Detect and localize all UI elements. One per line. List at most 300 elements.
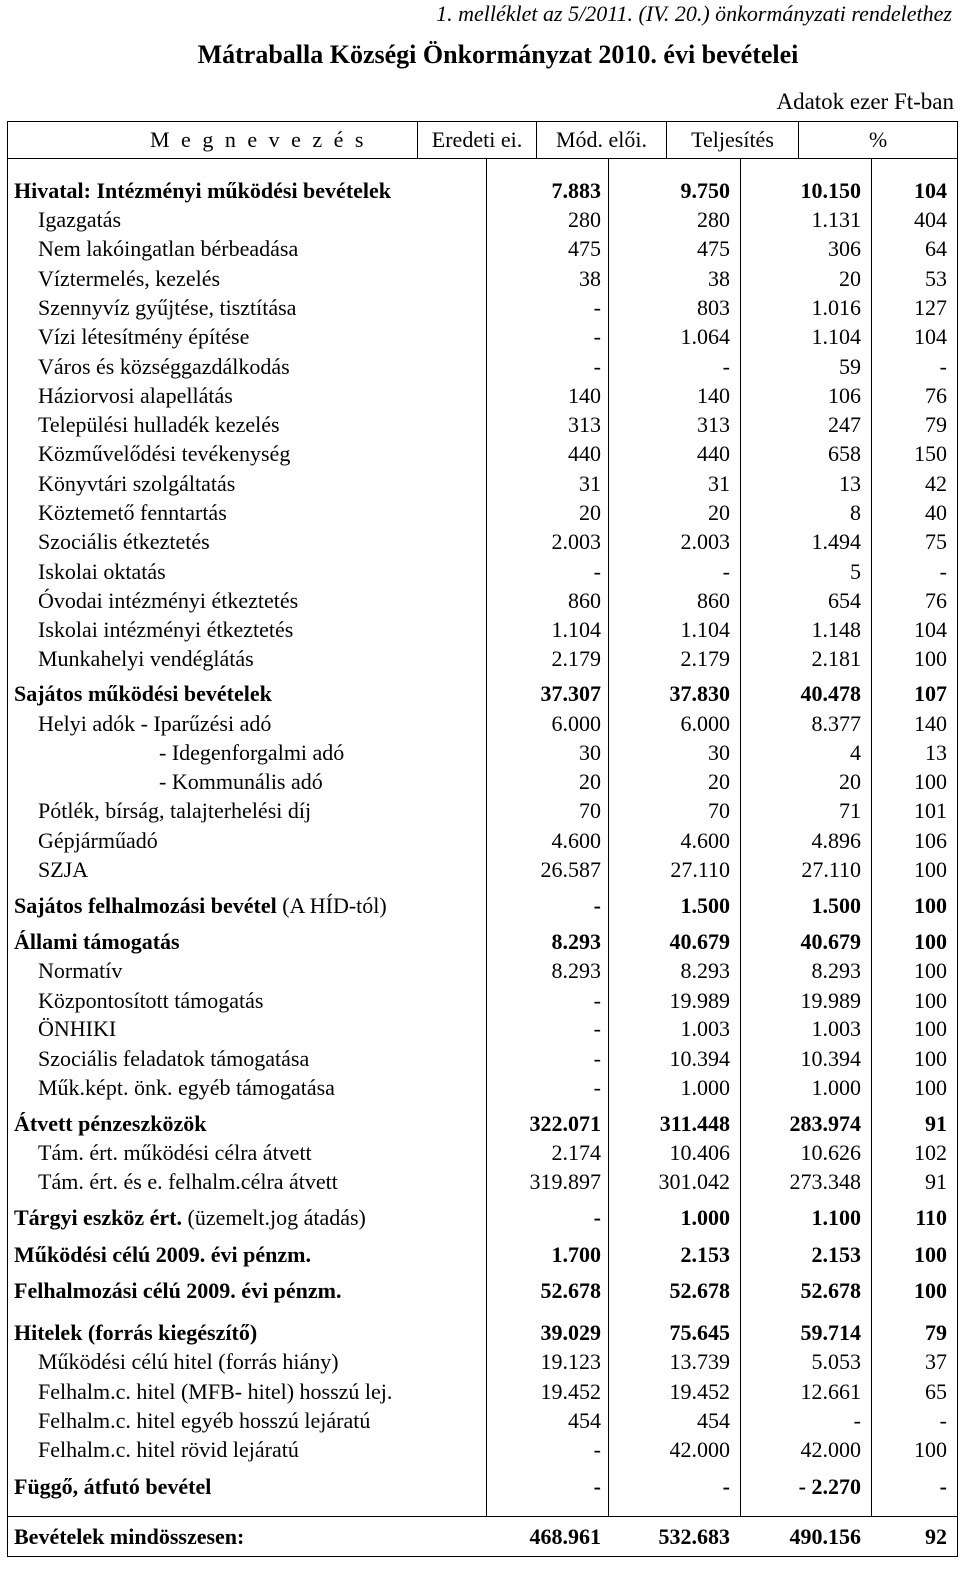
table-row [7, 293, 958, 322]
row-modified: 40.679 [669, 929, 730, 954]
row-percent: 53 [925, 266, 947, 291]
row-label-suffix: (üzemelt.jog átadás) [182, 1205, 366, 1230]
row-performance: 13 [839, 471, 861, 496]
row-performance: 5.053 [811, 1349, 861, 1374]
row-performance: 1.104 [811, 324, 861, 349]
row-performance: 40.478 [800, 681, 861, 706]
row-percent: 76 [925, 383, 947, 408]
row-label-text: Könyvtári szolgáltatás [38, 471, 236, 496]
row-modified: 37.830 [669, 681, 730, 706]
row-percent: 100 [914, 769, 947, 794]
row-label-text: Szennyvíz gyűjtése, tisztítása [38, 295, 297, 320]
row-label [38, 855, 88, 884]
row-percent: 104 [914, 324, 947, 349]
row-percent: 100 [914, 1075, 947, 1100]
annex-reference: 1. melléklet az 5/2011. (IV. 20.) önkormányzati rendelethez [436, 1, 952, 26]
table-row [7, 826, 958, 855]
row-modified: 70 [708, 798, 730, 823]
row-modified: 1.104 [680, 617, 730, 642]
row-performance: 273.348 [789, 1169, 861, 1194]
table-row [7, 644, 958, 673]
row-performance: 20 [839, 769, 861, 794]
row-performance: 1.494 [811, 529, 861, 554]
row-modified: 1.000 [680, 1205, 730, 1230]
row-label-text: Sajátos felhalmozási bevétel [14, 893, 277, 918]
row-percent: 79 [925, 1320, 947, 1345]
row-performance: 283.974 [789, 1111, 861, 1136]
row-label [38, 956, 122, 985]
row-label [38, 469, 235, 498]
row-performance: 1.131 [811, 207, 861, 232]
row-performance: 8.293 [811, 958, 861, 983]
row-percent: 100 [914, 988, 947, 1013]
row-modified: 9.750 [680, 178, 730, 203]
row-original: 8.293 [551, 958, 601, 983]
row-modified: 10.406 [669, 1140, 730, 1165]
row-percent: 100 [914, 893, 947, 918]
table-row [7, 557, 958, 586]
table-row [7, 176, 958, 205]
table-row [7, 1240, 958, 1269]
row-label [14, 1109, 206, 1138]
row-label [38, 439, 290, 468]
row-label [14, 891, 387, 920]
total-row [7, 1516, 958, 1556]
row-modified: 2.003 [680, 529, 730, 554]
row-performance: 306 [828, 236, 861, 261]
row-label-text: Nem lakóingatlan bérbeadása [38, 236, 299, 261]
row-label-text: Felhalm.c. hitel (MFB- hitel) hosszú lej. [38, 1379, 393, 1404]
table-row [7, 498, 958, 527]
row-modified: 440 [697, 441, 730, 466]
row-original: 140 [568, 383, 601, 408]
row-performance: 1.148 [811, 617, 861, 642]
row-original: 7.883 [551, 178, 601, 203]
row-modified: 20 [708, 769, 730, 794]
row-percent: 107 [914, 681, 947, 706]
row-original: 1.104 [551, 617, 601, 642]
table-header [7, 121, 958, 159]
row-modified: 454 [697, 1408, 730, 1433]
row-label [159, 767, 323, 796]
row-label [38, 1044, 309, 1073]
row-label [38, 293, 296, 322]
row-label-text: Tám. ért. és e. felhalm.célra átvett [38, 1169, 338, 1194]
row-label-text: Működési célú 2009. évi pénzm. [14, 1242, 311, 1267]
row-modified: 4.600 [680, 828, 730, 853]
row-performance: 20 [839, 266, 861, 291]
row-modified: - [722, 354, 730, 379]
row-label-text: Óvodai intézményi étkeztetés [38, 588, 299, 613]
row-original: 319.897 [529, 1169, 601, 1194]
table-row [7, 1472, 958, 1501]
table-row [7, 986, 958, 1015]
row-percent: 40 [925, 500, 947, 525]
row-label-text: Iskolai intézményi étkeztetés [38, 617, 294, 642]
row-original: 19.452 [540, 1379, 601, 1404]
row-modified: 280 [697, 207, 730, 232]
row-percent: 100 [914, 1046, 947, 1071]
header-modified: Mód. elői. [537, 122, 667, 159]
row-original: 39.029 [540, 1320, 601, 1345]
row-modified: 13.739 [669, 1349, 730, 1374]
row-label-text: Műk.képt. önk. egyéb támogatása [38, 1075, 335, 1100]
table-row [7, 1318, 958, 1347]
row-original: - [593, 559, 601, 584]
table-row [7, 469, 958, 498]
row-percent: 104 [914, 178, 947, 203]
row-label-text: Munkahelyi vendéglátás [38, 646, 254, 671]
table-row [7, 586, 958, 615]
table-row [7, 410, 958, 439]
row-original: 38 [579, 266, 601, 291]
table-row [7, 709, 958, 738]
row-label-text: Felhalm.c. hitel rövid lejáratú [38, 1437, 299, 1462]
row-original: - [593, 988, 601, 1013]
row-percent: 100 [914, 929, 947, 954]
row-modified: 42.000 [669, 1437, 730, 1462]
row-label [38, 498, 227, 527]
row-label-text: Működési célú hitel (forrás hiány) [38, 1349, 339, 1374]
row-performance: 1.000 [811, 1075, 861, 1100]
table-row [7, 1347, 958, 1376]
row-label-text: Gépjárműadó [38, 828, 158, 853]
row-original: 454 [568, 1408, 601, 1433]
row-label [38, 709, 271, 738]
row-performance: 2.153 [811, 1242, 861, 1267]
row-original: - [593, 1437, 601, 1462]
row-modified: 860 [697, 588, 730, 613]
row-label [38, 1406, 370, 1435]
row-performance: 1.016 [811, 295, 861, 320]
header-name: M e g n e v e z é s [8, 122, 418, 159]
table-row [7, 1014, 958, 1043]
row-label [38, 1377, 392, 1406]
row-percent: 100 [914, 1437, 947, 1462]
row-original: 860 [568, 588, 601, 613]
row-label [14, 176, 391, 205]
row-percent: 101 [914, 798, 947, 823]
row-label [38, 322, 249, 351]
row-label-text: Tárgyi eszköz ért. [14, 1205, 182, 1230]
row-percent: - [939, 1474, 947, 1499]
row-original: 2.174 [551, 1140, 601, 1165]
row-label-text: Igazgatás [38, 207, 122, 232]
row-modified: 31 [708, 471, 730, 496]
row-percent: 91 [925, 1169, 947, 1194]
row-performance: 2.181 [811, 646, 861, 671]
row-percent: 100 [914, 857, 947, 882]
row-modified: 1.000 [680, 1075, 730, 1100]
row-label [38, 615, 293, 644]
row-original: 6.000 [551, 711, 601, 736]
row-original: 2.003 [551, 529, 601, 554]
table-row [7, 1406, 958, 1435]
row-percent: - [939, 1408, 947, 1433]
row-percent: 100 [914, 1016, 947, 1041]
row-modified: 19.989 [669, 988, 730, 1013]
total-percent: 92 [925, 1524, 947, 1549]
header-performance: Teljesítés [667, 122, 799, 159]
row-original: 440 [568, 441, 601, 466]
row-label [14, 927, 180, 956]
row-modified: 38 [708, 266, 730, 291]
row-percent: 404 [914, 207, 947, 232]
row-label [38, 1347, 339, 1376]
row-percent: 104 [914, 617, 947, 642]
row-performance: 4.896 [811, 828, 861, 853]
row-percent: 100 [914, 958, 947, 983]
table-row [7, 1109, 958, 1138]
row-original: - [593, 1474, 601, 1499]
row-performance: 19.989 [800, 988, 861, 1013]
table-row [7, 1138, 958, 1167]
row-modified: 475 [697, 236, 730, 261]
row-performance: 247 [828, 412, 861, 437]
row-performance: 12.661 [800, 1379, 861, 1404]
row-label-text: Közművelődési tevékenység [38, 441, 291, 466]
row-label-text: Hitelek (forrás kiegészítő) [14, 1320, 258, 1345]
row-modified: 75.645 [669, 1320, 730, 1345]
row-label-text: Város és községgazdálkodás [38, 354, 290, 379]
table-row [7, 615, 958, 644]
row-label-text: Vízi létesítmény építése [38, 324, 250, 349]
row-label-text: Átvett pénzeszközök [14, 1111, 207, 1136]
table-row [7, 767, 958, 796]
row-label-text: Központosított támogatás [38, 988, 264, 1013]
row-label [38, 234, 298, 263]
table-row [7, 927, 958, 956]
row-label [14, 679, 272, 708]
row-label [38, 986, 263, 1015]
row-percent: 106 [914, 828, 947, 853]
table-row [7, 1435, 958, 1464]
total-modified: 532.683 [658, 1524, 730, 1549]
row-label [159, 738, 344, 767]
row-modified: 6.000 [680, 711, 730, 736]
row-original: 31 [579, 471, 601, 496]
row-label-text: Állami támogatás [14, 929, 180, 954]
row-label [38, 1167, 338, 1196]
row-original: - [593, 893, 601, 918]
row-label-text: Szociális étkeztetés [38, 529, 210, 554]
row-performance: 1.500 [811, 893, 861, 918]
table-row [7, 956, 958, 985]
row-label-text: - Idegenforgalmi adó [159, 740, 345, 765]
row-original: 8.293 [551, 929, 601, 954]
row-modified: 311.448 [659, 1111, 730, 1136]
row-label-text: - Kommunális adó [159, 769, 323, 794]
row-performance: 10.394 [800, 1046, 861, 1071]
row-performance: 658 [828, 441, 861, 466]
row-performance: 8 [850, 500, 861, 525]
row-modified: 2.153 [680, 1242, 730, 1267]
row-percent: 65 [925, 1379, 947, 1404]
header-original: Eredeti ei. [418, 122, 537, 159]
row-modified: 803 [697, 295, 730, 320]
table-row [7, 679, 958, 708]
row-percent: 127 [914, 295, 947, 320]
row-original: 26.587 [540, 857, 601, 882]
units-note: Adatok ezer Ft-ban [776, 89, 954, 114]
header-percent: % [799, 122, 958, 159]
row-label [14, 1276, 342, 1305]
row-label [38, 352, 290, 381]
table-row [7, 234, 958, 263]
row-original: 30 [579, 740, 601, 765]
row-original: 2.179 [551, 646, 601, 671]
total-original: 468.961 [529, 1524, 601, 1549]
row-percent: 110 [915, 1205, 947, 1230]
row-label [38, 557, 166, 586]
row-original: 280 [568, 207, 601, 232]
row-original: 322.071 [529, 1111, 601, 1136]
row-performance: 59.714 [800, 1320, 861, 1345]
row-performance: 40.679 [800, 929, 861, 954]
row-performance: 71 [839, 798, 861, 823]
row-label-suffix: (A HÍD-tól) [276, 893, 387, 918]
row-label-text: Normatív [38, 958, 123, 983]
row-percent: 150 [914, 441, 947, 466]
row-modified: 8.293 [680, 958, 730, 983]
row-modified: 140 [697, 383, 730, 408]
row-percent: 42 [925, 471, 947, 496]
row-performance: 52.678 [800, 1278, 861, 1303]
row-original: - [593, 324, 601, 349]
row-original: 70 [579, 798, 601, 823]
row-label-text: Települési hulladék kezelés [38, 412, 280, 437]
row-label-text: Háziorvosi alapellátás [38, 383, 233, 408]
total-label: Bevételek mindösszesen: [14, 1524, 245, 1549]
row-modified: 1.500 [680, 893, 730, 918]
row-performance: 42.000 [800, 1437, 861, 1462]
row-performance: 5 [850, 559, 861, 584]
row-percent: 100 [914, 1278, 947, 1303]
row-label [38, 264, 220, 293]
row-performance: 1.100 [811, 1205, 861, 1230]
row-label [14, 1472, 211, 1501]
row-original: 20 [579, 769, 601, 794]
row-percent: - [939, 559, 947, 584]
row-modified: - [722, 559, 730, 584]
row-percent: 79 [925, 412, 947, 437]
table-row [7, 264, 958, 293]
table-row [7, 738, 958, 767]
row-performance: 10.150 [800, 178, 861, 203]
table-row [7, 322, 958, 351]
row-modified: 52.678 [669, 1278, 730, 1303]
row-label [38, 1014, 116, 1043]
row-percent: 140 [914, 711, 947, 736]
table-row [7, 1203, 958, 1232]
row-label [38, 1073, 335, 1102]
row-label [14, 1203, 366, 1232]
row-label-text: Hivatal: Intézményi működési bevételek [14, 178, 392, 203]
row-performance: 106 [828, 383, 861, 408]
row-modified: 20 [708, 500, 730, 525]
table-row [7, 796, 958, 825]
row-label [38, 1435, 299, 1464]
row-original: - [593, 1046, 601, 1071]
row-percent: 76 [925, 588, 947, 613]
row-performance: 8.377 [811, 711, 861, 736]
row-original: - [593, 354, 601, 379]
row-percent: 91 [925, 1111, 947, 1136]
row-performance: 1.003 [811, 1016, 861, 1041]
row-label-text: Szociális feladatok támogatása [38, 1046, 310, 1071]
row-original: 313 [568, 412, 601, 437]
row-original: - [593, 1016, 601, 1041]
row-percent: 100 [914, 1242, 947, 1267]
row-label-text: ÖNHIKI [38, 1016, 117, 1041]
table-row [7, 1073, 958, 1102]
table-row [7, 527, 958, 556]
row-label-text: Helyi adók - Iparűzési adó [38, 711, 272, 736]
row-original: - [593, 295, 601, 320]
row-performance: 654 [828, 588, 861, 613]
row-label-text: Iskolai oktatás [38, 559, 166, 584]
row-original: 475 [568, 236, 601, 261]
table-row [7, 1167, 958, 1196]
row-modified: 10.394 [669, 1046, 730, 1071]
table-row [7, 1044, 958, 1073]
row-performance: 59 [839, 354, 861, 379]
row-percent: 100 [914, 646, 947, 671]
row-label-text: Pótlék, bírság, talajterhelési díj [38, 798, 312, 823]
row-percent: - [939, 354, 947, 379]
row-label-text: Függő, átfutó bevétel [14, 1474, 212, 1499]
row-divider [7, 1556, 958, 1557]
row-percent: 64 [925, 236, 947, 261]
row-modified: 1.064 [680, 324, 730, 349]
table-row [7, 381, 958, 410]
row-original: 4.600 [551, 828, 601, 853]
row-label [38, 644, 254, 673]
row-modified: - [722, 1474, 730, 1499]
row-label [38, 1138, 312, 1167]
row-performance: 4 [850, 740, 861, 765]
row-performance: 27.110 [801, 857, 861, 882]
row-modified: 27.110 [670, 857, 730, 882]
table-row [7, 205, 958, 234]
row-original: 37.307 [540, 681, 601, 706]
row-modified: 313 [697, 412, 730, 437]
row-modified: 19.452 [669, 1379, 730, 1404]
table-row [7, 439, 958, 468]
row-performance: - [853, 1408, 861, 1433]
row-label [38, 381, 233, 410]
row-label-text: Felhalm.c. hitel egyéb hosszú lejáratú [38, 1408, 371, 1433]
row-modified: 1.003 [680, 1016, 730, 1041]
row-percent: 13 [925, 740, 947, 765]
row-original: 1.700 [551, 1242, 601, 1267]
row-performance: - 2.270 [798, 1474, 861, 1499]
row-label-text: SZJA [38, 857, 89, 882]
row-label [38, 796, 311, 825]
table-row [7, 855, 958, 884]
row-modified: 2.179 [680, 646, 730, 671]
row-label [14, 1318, 257, 1347]
row-label-text: Sajátos működési bevételek [14, 681, 272, 706]
row-original: 52.678 [540, 1278, 601, 1303]
row-label [38, 826, 158, 855]
row-label [38, 410, 280, 439]
table-row [7, 891, 958, 920]
row-label [14, 1240, 311, 1269]
row-modified: 30 [708, 740, 730, 765]
row-label-text: Köztemető fenntartás [38, 500, 227, 525]
row-percent: 37 [925, 1349, 947, 1374]
